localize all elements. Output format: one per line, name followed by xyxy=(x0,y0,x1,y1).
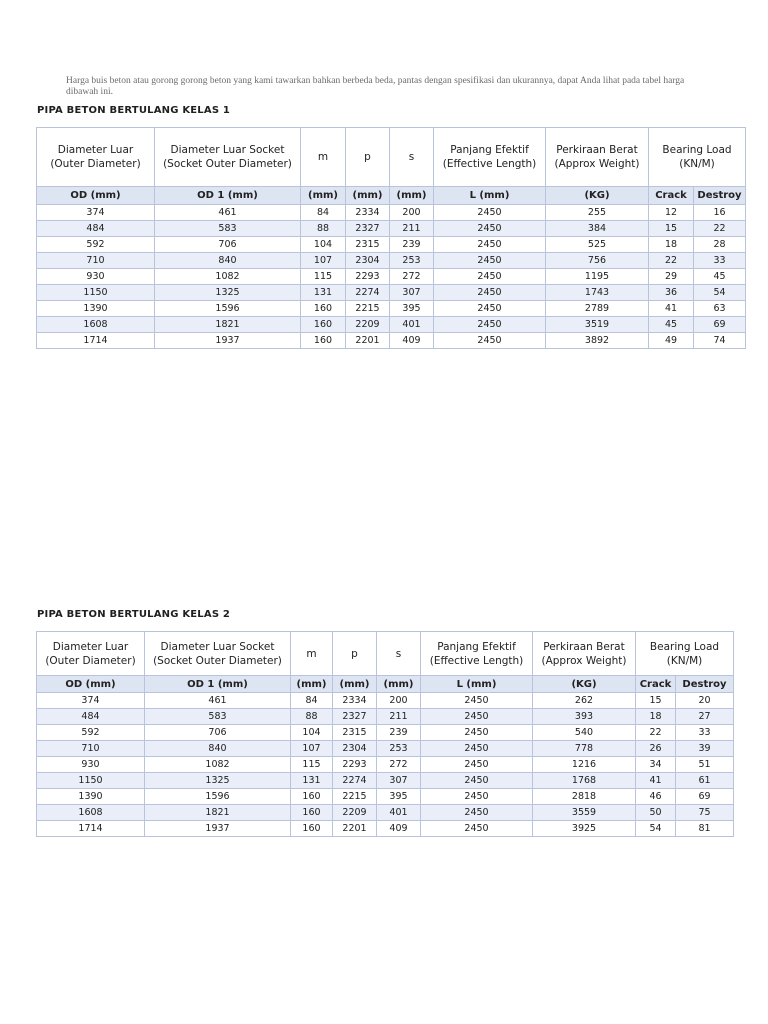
table-cell: 2274 xyxy=(346,285,390,301)
table-cell: 2450 xyxy=(434,253,546,269)
unit-cell: (mm) xyxy=(291,676,333,693)
table-cell: 401 xyxy=(377,805,421,821)
table-cell: 22 xyxy=(636,725,676,741)
table-cell: 28 xyxy=(694,237,746,253)
table-cell: 33 xyxy=(694,253,746,269)
table-cell: 2215 xyxy=(333,789,377,805)
table-cell: 253 xyxy=(377,741,421,757)
table-cell: 2450 xyxy=(434,269,546,285)
table-cell: 710 xyxy=(37,253,155,269)
table-cell: 2450 xyxy=(421,709,533,725)
table-cell: 1216 xyxy=(533,757,636,773)
table-cell: 1821 xyxy=(145,805,291,821)
table-cell: 69 xyxy=(694,317,746,333)
table-cell: 22 xyxy=(694,221,746,237)
table-cell: 706 xyxy=(155,237,301,253)
table-cell: 46 xyxy=(636,789,676,805)
table-cell: 107 xyxy=(301,253,346,269)
table-cell: 1150 xyxy=(37,773,145,789)
table-cell: 930 xyxy=(37,269,155,285)
col-approx-weight: Perkiraan Berat (Approx Weight) xyxy=(533,632,636,676)
table-cell: 54 xyxy=(694,285,746,301)
table-row xyxy=(37,333,746,349)
table-cell: 2450 xyxy=(421,693,533,709)
table-cell: 840 xyxy=(145,741,291,757)
table-cell: 272 xyxy=(390,269,434,285)
table-cell: 592 xyxy=(37,725,145,741)
table-cell: 2450 xyxy=(434,301,546,317)
table-cell: 160 xyxy=(301,301,346,317)
table-cell: 2334 xyxy=(333,693,377,709)
table-cell: 1743 xyxy=(546,285,649,301)
table-cell: 29 xyxy=(649,269,694,285)
unit-cell: OD (mm) xyxy=(37,676,145,693)
table-cell: 34 xyxy=(636,757,676,773)
col-socket-diameter: Diameter Luar Socket (Socket Outer Diameter) xyxy=(155,128,301,187)
table-cell: 74 xyxy=(694,333,746,349)
table-cell: 395 xyxy=(377,789,421,805)
table-cell: 2327 xyxy=(333,709,377,725)
table-cell: 393 xyxy=(533,709,636,725)
table-cell: 461 xyxy=(155,205,301,221)
table-row xyxy=(37,805,734,821)
table-cell: 409 xyxy=(377,821,421,837)
table-cell: 211 xyxy=(390,221,434,237)
table-cell: 211 xyxy=(377,709,421,725)
table-cell: 12 xyxy=(649,205,694,221)
table-cell: 20 xyxy=(676,693,734,709)
table-row xyxy=(37,725,734,741)
table-cell: 2274 xyxy=(333,773,377,789)
table-row xyxy=(37,757,734,773)
table-cell: 384 xyxy=(546,221,649,237)
table-cell: 930 xyxy=(37,757,145,773)
table-cell: 88 xyxy=(291,709,333,725)
table-cell: 27 xyxy=(676,709,734,725)
table-cell: 81 xyxy=(676,821,734,837)
price-table-kelas-1 xyxy=(36,127,746,349)
table-cell: 54 xyxy=(636,821,676,837)
table-cell: 409 xyxy=(390,333,434,349)
table-cell: 239 xyxy=(390,237,434,253)
table-cell: 756 xyxy=(546,253,649,269)
table-cell: 1608 xyxy=(37,805,145,821)
table-cell: 104 xyxy=(291,725,333,741)
col-outer-diameter: Diameter Luar (Outer Diameter) xyxy=(37,632,145,676)
table-cell: 115 xyxy=(301,269,346,285)
table-cell: 160 xyxy=(291,789,333,805)
table-cell: 1714 xyxy=(37,333,155,349)
table-cell: 2304 xyxy=(346,253,390,269)
unit-cell: (mm) xyxy=(301,187,346,205)
table-cell: 2209 xyxy=(333,805,377,821)
table-row xyxy=(37,221,746,237)
table-cell: 2450 xyxy=(434,333,546,349)
table-cell: 75 xyxy=(676,805,734,821)
table-cell: 1608 xyxy=(37,317,155,333)
table-cell: 395 xyxy=(390,301,434,317)
table-cell: 84 xyxy=(301,205,346,221)
table-cell: 160 xyxy=(291,805,333,821)
unit-cell: L (mm) xyxy=(434,187,546,205)
table-row xyxy=(37,709,734,725)
table-cell: 49 xyxy=(649,333,694,349)
table-cell: 1082 xyxy=(155,269,301,285)
table-cell: 239 xyxy=(377,725,421,741)
col-s: s xyxy=(390,128,434,187)
table-row xyxy=(37,821,734,837)
col-s: s xyxy=(377,632,421,676)
unit-cell: OD 1 (mm) xyxy=(155,187,301,205)
unit-cell: (mm) xyxy=(346,187,390,205)
price-table-kelas-2 xyxy=(36,631,734,837)
col-m: m xyxy=(291,632,333,676)
table-cell: 131 xyxy=(301,285,346,301)
table-cell: 69 xyxy=(676,789,734,805)
table-cell: 107 xyxy=(291,741,333,757)
col-socket-diameter: Diameter Luar Socket (Socket Outer Diameter) xyxy=(145,632,291,676)
table-cell: 1714 xyxy=(37,821,145,837)
col-effective-length: Panjang Efektif (Effective Length) xyxy=(421,632,533,676)
table-row xyxy=(37,741,734,757)
table-cell: 160 xyxy=(301,333,346,349)
table-cell: 45 xyxy=(694,269,746,285)
table-cell: 255 xyxy=(546,205,649,221)
table-cell: 1937 xyxy=(145,821,291,837)
table-row xyxy=(37,253,746,269)
intro-paragraph: Harga buis beton atau gorong gorong beton yang kami tawarkan bahkan berbeda beda, pantas dengan spesifikasi dan ukurannya, dapat Anda lihat pada tabel harga dibawah ini. xyxy=(66,75,685,97)
table-cell: 374 xyxy=(37,205,155,221)
table-cell: 2789 xyxy=(546,301,649,317)
table-cell: 2293 xyxy=(346,269,390,285)
table-cell: 50 xyxy=(636,805,676,821)
table-cell: 131 xyxy=(291,773,333,789)
unit-cell: (mm) xyxy=(390,187,434,205)
table-cell: 2450 xyxy=(434,285,546,301)
table-cell: 2334 xyxy=(346,205,390,221)
table-cell: 262 xyxy=(533,693,636,709)
table-cell: 41 xyxy=(636,773,676,789)
table-cell: 61 xyxy=(676,773,734,789)
table-cell: 2450 xyxy=(434,205,546,221)
table-cell: 3559 xyxy=(533,805,636,821)
unit-cell: Destroy xyxy=(694,187,746,205)
table-cell: 484 xyxy=(37,709,145,725)
table-cell: 706 xyxy=(145,725,291,741)
table-row xyxy=(37,285,746,301)
table-cell: 1596 xyxy=(145,789,291,805)
table-cell: 2450 xyxy=(421,725,533,741)
table-cell: 18 xyxy=(649,237,694,253)
unit-cell: (mm) xyxy=(377,676,421,693)
unit-cell: OD 1 (mm) xyxy=(145,676,291,693)
table-cell: 374 xyxy=(37,693,145,709)
table-cell: 22 xyxy=(649,253,694,269)
table-cell: 160 xyxy=(301,317,346,333)
table-cell: 33 xyxy=(676,725,734,741)
table-row xyxy=(37,317,746,333)
table-cell: 15 xyxy=(649,221,694,237)
col-outer-diameter: Diameter Luar (Outer Diameter) xyxy=(37,128,155,187)
unit-cell: (mm) xyxy=(333,676,377,693)
col-p: p xyxy=(333,632,377,676)
table-cell: 2215 xyxy=(346,301,390,317)
table-cell: 401 xyxy=(390,317,434,333)
table-cell: 2304 xyxy=(333,741,377,757)
table-cell: 2450 xyxy=(421,821,533,837)
table-cell: 45 xyxy=(649,317,694,333)
col-bearing-load: Bearing Load (KN/M) xyxy=(649,128,746,187)
table-cell: 1768 xyxy=(533,773,636,789)
table-title-kelas-2: PIPA BETON BERTULANG KELAS 2 xyxy=(37,609,231,620)
table-cell: 3925 xyxy=(533,821,636,837)
table-cell: 115 xyxy=(291,757,333,773)
table-cell: 710 xyxy=(37,741,145,757)
table-cell: 1596 xyxy=(155,301,301,317)
table-cell: 2315 xyxy=(333,725,377,741)
table-cell: 272 xyxy=(377,757,421,773)
unit-cell: Crack xyxy=(649,187,694,205)
table-row xyxy=(37,269,746,285)
table-row xyxy=(37,301,746,317)
table-cell: 2315 xyxy=(346,237,390,253)
table-cell: 1325 xyxy=(145,773,291,789)
table-cell: 1390 xyxy=(37,789,145,805)
table-cell: 840 xyxy=(155,253,301,269)
unit-cell: OD (mm) xyxy=(37,187,155,205)
table-cell: 104 xyxy=(301,237,346,253)
table-cell: 41 xyxy=(649,301,694,317)
unit-cell: Destroy xyxy=(676,676,734,693)
table-cell: 18 xyxy=(636,709,676,725)
table-cell: 51 xyxy=(676,757,734,773)
table-cell: 3892 xyxy=(546,333,649,349)
table-cell: 160 xyxy=(291,821,333,837)
table-cell: 84 xyxy=(291,693,333,709)
unit-cell: (KG) xyxy=(533,676,636,693)
table-cell: 63 xyxy=(694,301,746,317)
table-cell: 253 xyxy=(390,253,434,269)
table-row xyxy=(37,237,746,253)
table-cell: 1390 xyxy=(37,301,155,317)
col-p: p xyxy=(346,128,390,187)
table-row xyxy=(37,693,734,709)
table-cell: 39 xyxy=(676,741,734,757)
table-cell: 583 xyxy=(145,709,291,725)
table-cell: 200 xyxy=(377,693,421,709)
table-cell: 1082 xyxy=(145,757,291,773)
table-cell: 484 xyxy=(37,221,155,237)
table-cell: 2450 xyxy=(421,789,533,805)
table-cell: 2293 xyxy=(333,757,377,773)
table-cell: 778 xyxy=(533,741,636,757)
table-cell: 2450 xyxy=(434,221,546,237)
table-cell: 2450 xyxy=(421,773,533,789)
table-cell: 2450 xyxy=(421,805,533,821)
table-row xyxy=(37,205,746,221)
table-cell: 2450 xyxy=(434,237,546,253)
table-cell: 26 xyxy=(636,741,676,757)
table-cell: 1195 xyxy=(546,269,649,285)
table-cell: 2450 xyxy=(434,317,546,333)
table-cell: 16 xyxy=(694,205,746,221)
table-cell: 2818 xyxy=(533,789,636,805)
table-cell: 583 xyxy=(155,221,301,237)
col-approx-weight: Perkiraan Berat (Approx Weight) xyxy=(546,128,649,187)
col-m: m xyxy=(301,128,346,187)
unit-cell: Crack xyxy=(636,676,676,693)
table-cell: 2450 xyxy=(421,741,533,757)
table-cell: 2450 xyxy=(421,757,533,773)
table-cell: 307 xyxy=(390,285,434,301)
table-cell: 88 xyxy=(301,221,346,237)
table-cell: 200 xyxy=(390,205,434,221)
table-cell: 461 xyxy=(145,693,291,709)
table-cell: 307 xyxy=(377,773,421,789)
table-cell: 1821 xyxy=(155,317,301,333)
table-title-kelas-1: PIPA BETON BERTULANG KELAS 1 xyxy=(37,105,231,116)
unit-cell: (KG) xyxy=(546,187,649,205)
table-cell: 3519 xyxy=(546,317,649,333)
table-cell: 2201 xyxy=(346,333,390,349)
table-cell: 2201 xyxy=(333,821,377,837)
col-bearing-load: Bearing Load (KN/M) xyxy=(636,632,734,676)
table-cell: 1325 xyxy=(155,285,301,301)
table-cell: 1150 xyxy=(37,285,155,301)
table-cell: 2327 xyxy=(346,221,390,237)
table-cell: 592 xyxy=(37,237,155,253)
unit-cell: L (mm) xyxy=(421,676,533,693)
table-cell: 36 xyxy=(649,285,694,301)
table-cell: 1937 xyxy=(155,333,301,349)
table-cell: 2209 xyxy=(346,317,390,333)
col-effective-length: Panjang Efektif (Effective Length) xyxy=(434,128,546,187)
table-cell: 540 xyxy=(533,725,636,741)
table-row xyxy=(37,773,734,789)
table-cell: 525 xyxy=(546,237,649,253)
table-row xyxy=(37,789,734,805)
table-cell: 15 xyxy=(636,693,676,709)
